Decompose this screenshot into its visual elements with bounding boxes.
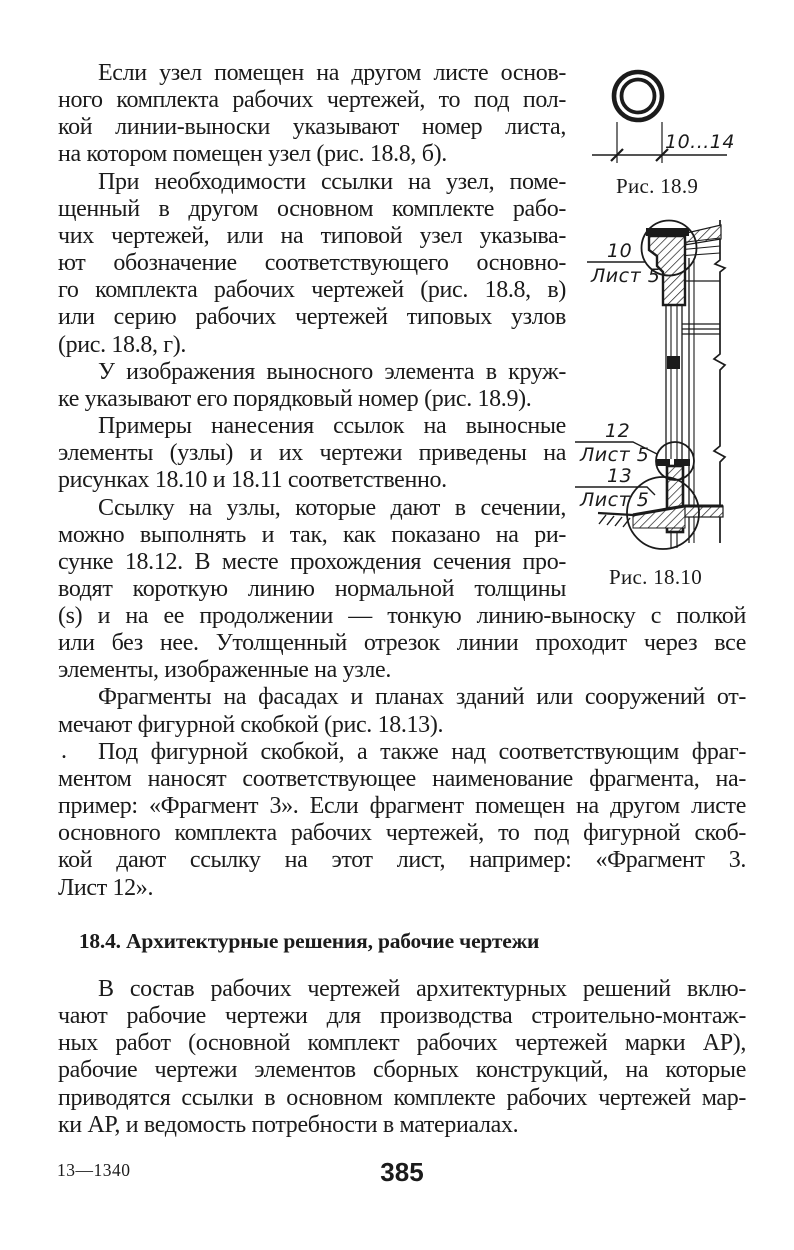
node-10-number: 10 xyxy=(607,240,633,262)
frame-hinge-block xyxy=(667,356,680,369)
node-13-sheet: Лист 5 xyxy=(580,489,650,511)
text-line: сунке 18.12. В месте прохождения сечения про- xyxy=(58,548,566,575)
text-line: Лист 12». xyxy=(58,874,154,901)
dimension-label: 10...14 xyxy=(665,131,735,153)
text-line: ки АР, и ведомость потребности в материалах. xyxy=(58,1111,519,1138)
text-line: приводятся ссылки в основном комплекте рабочих чертежей мар- xyxy=(58,1084,746,1111)
text-line: ных работ (основной комплект рабочих чертежей марки АР), xyxy=(58,1030,746,1057)
window-frame xyxy=(666,305,682,459)
text-line: водят короткую линию нормальной толщины xyxy=(58,575,566,602)
text-line: или без нее. Утолщенный отрезок линии проходит через все xyxy=(58,630,746,657)
text-line: на котором помещен узел (рис. 18.8, б). xyxy=(58,141,447,168)
floor-slab-lines xyxy=(682,324,720,334)
text-line: мечают фигурной скобкой (рис. 18.13). xyxy=(58,711,444,738)
text-line: го комплекта рабочих чертежей (рис. 18.8, в) xyxy=(58,277,566,304)
printer-code: 13—1340 xyxy=(57,1160,131,1180)
text-line: Под фигурной скобкой, а также над соответствующим фраг- xyxy=(98,738,746,765)
text-line: кой линии-выноски указывают номер листа, xyxy=(58,114,566,141)
text-line: В состав рабочих чертежей архитектурных решений вклю- xyxy=(98,976,746,1002)
node-12-sheet: Лист 5 xyxy=(580,444,650,466)
page-number: 385 xyxy=(380,1157,424,1187)
section-text-column xyxy=(58,976,746,1139)
text-line: ного комплекта рабочих чертежей, то под пол- xyxy=(58,87,566,114)
narrow-text-column xyxy=(58,60,566,603)
text-line: Фрагменты на фасадах и планах зданий или сооружений от- xyxy=(98,684,746,711)
text-line: рисунках 18.10 и 18.11 соответственно. xyxy=(58,467,447,494)
text-line: Если узел помещен на другом листе основ- xyxy=(98,60,566,86)
text-line: ке указывают его порядковый номер (рис. 18.9). xyxy=(58,385,532,412)
text-line: (рис. 18.8, г). xyxy=(58,331,187,358)
text-line: ментом наносят соответствующее наименование фрагмента, на- xyxy=(58,765,746,792)
node-12-number: 12 xyxy=(605,420,631,442)
text-line: щенный в другом основном комплекте рабо- xyxy=(58,195,566,222)
text-line: пример: «Фрагмент 3». Если фрагмент помещен на другом листе xyxy=(58,793,746,820)
wall-edge-break-line xyxy=(714,220,725,543)
wide-text-column xyxy=(58,603,746,902)
text-line: чают рабочие чертежи для производства строительно-монтаж- xyxy=(58,1003,746,1030)
section-heading: 18.4. Архитектурные решения, рабочие чертежи xyxy=(78,929,540,953)
text-line: Примеры нанесения ссылок на выносные xyxy=(98,413,566,440)
text-line: Ссылку на узлы, которые дают в сечении, xyxy=(98,494,566,521)
text-line: У изображения выносного элемента в круж- xyxy=(98,358,566,385)
figure-18-9-caption: Рис. 18.9 xyxy=(616,174,699,198)
text-line: кой дают ссылку на этот лист, например: «Фрагмент 3. xyxy=(58,847,746,874)
text-line: При необходимости ссылки на узел, поме- xyxy=(98,168,566,195)
text-line: основного комплекта рабочих чертежей, то под фигурной скоб- xyxy=(58,820,746,847)
text-line: ют обозначение соответствующего основно- xyxy=(58,250,566,277)
text-line: элементы (узлы) и их чертежи приведены на xyxy=(58,440,566,467)
detail-marker-inner-circle xyxy=(622,80,655,113)
figure-18-10-wall-section-drawing xyxy=(575,210,794,555)
text-line: рабочие чертежи элементов сборных конструкций, на которые xyxy=(58,1057,746,1084)
node-10-sheet: Лист 5 xyxy=(591,265,661,287)
text-line: чих чертежей, или на типовой узел указыва- xyxy=(58,222,566,249)
text-line: (s) и на ее продолжении — тонкую линию-выноску с полкой xyxy=(58,603,746,629)
scan-artifact-dot: . xyxy=(61,738,67,764)
figure-18-10-caption: Рис. 18.10 xyxy=(609,565,702,589)
text-line: или серию рабочих чертежей типовых узлов xyxy=(58,304,566,331)
text-line: можно выполнять и так, как показано на ри- xyxy=(58,521,566,548)
text-line: элементы, изображенные на узле. xyxy=(58,657,391,684)
node-13-number: 13 xyxy=(607,465,633,487)
